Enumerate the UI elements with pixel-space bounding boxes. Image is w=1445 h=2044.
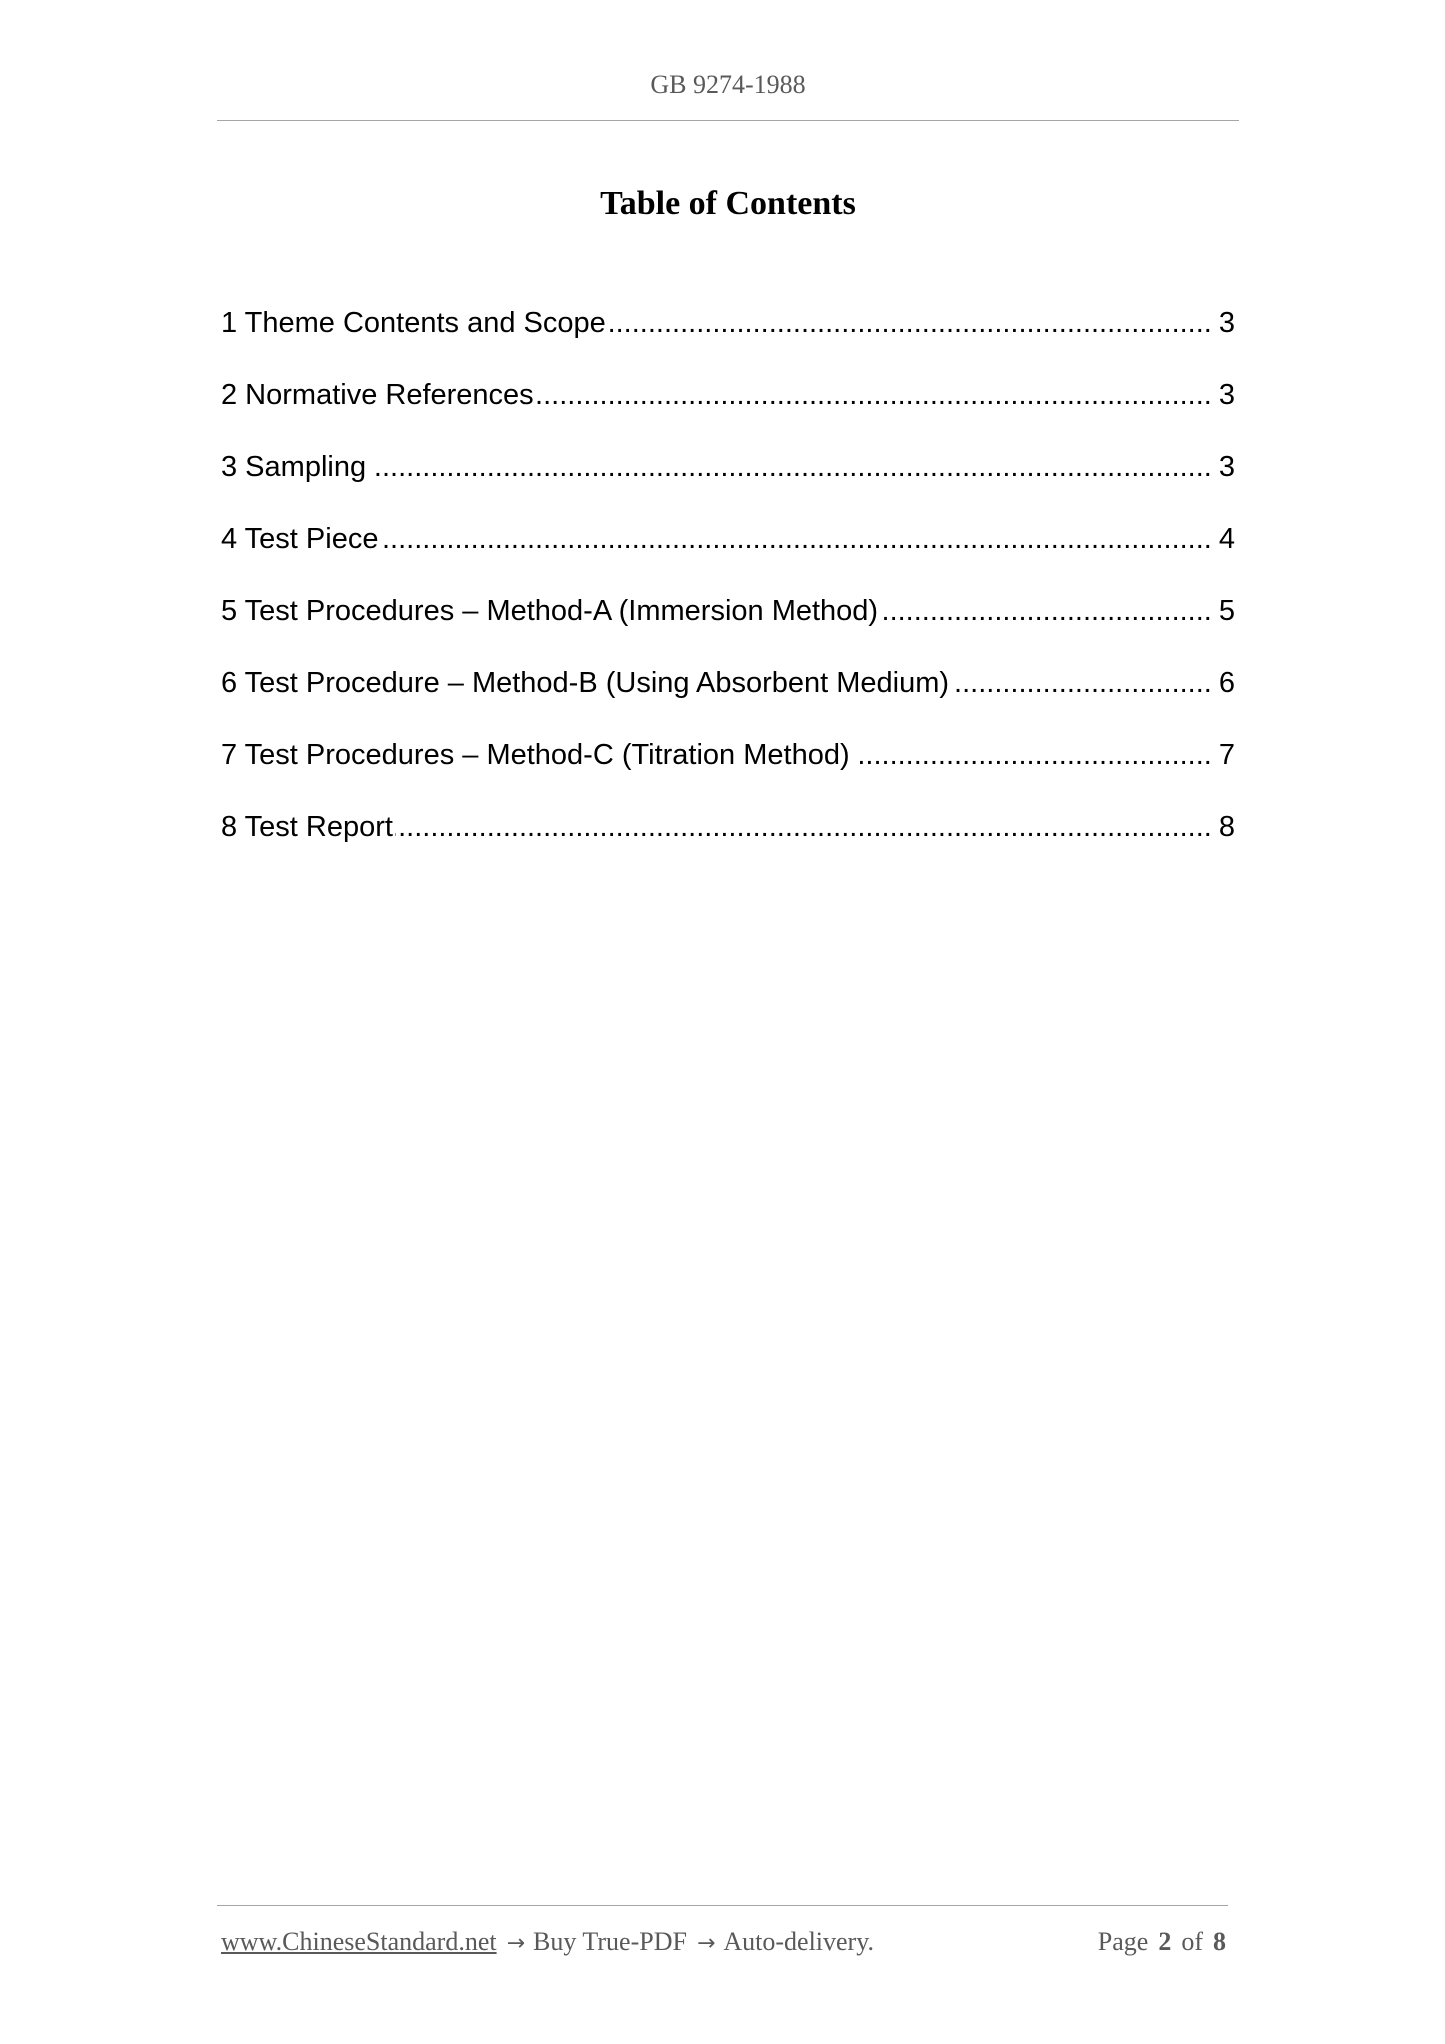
toc-entry-label: 1 Theme Contents and Scope bbox=[221, 307, 606, 339]
toc-entry-2[interactable] bbox=[221, 359, 1235, 431]
arrow-right-icon: → bbox=[696, 1931, 716, 1956]
toc-entry-page: 3 bbox=[1218, 307, 1235, 339]
auto-delivery-text: Auto-delivery. bbox=[723, 1927, 875, 1956]
dot-leader bbox=[380, 503, 1211, 575]
toc-entry-page: 3 bbox=[1218, 451, 1235, 483]
website-link[interactable]: www.ChineseStandard.net bbox=[221, 1927, 497, 1956]
toc-entry-page: 4 bbox=[1218, 523, 1235, 555]
footer-divider bbox=[217, 1905, 1228, 1906]
page-title: Table of Contents bbox=[600, 185, 856, 222]
toc-entry-page: 7 bbox=[1218, 739, 1235, 771]
buy-pdf-text: Buy True-PDF bbox=[533, 1927, 687, 1956]
toc-entry-page: 8 bbox=[1218, 811, 1235, 843]
dot-leader bbox=[880, 575, 1212, 647]
toc-entry-8[interactable] bbox=[221, 791, 1235, 863]
dot-leader bbox=[859, 719, 1212, 791]
dot-leader bbox=[955, 647, 1212, 719]
toc-entry-7[interactable] bbox=[221, 719, 1235, 791]
dot-leader bbox=[608, 287, 1212, 359]
table-of-contents bbox=[221, 287, 1235, 863]
page-footer bbox=[221, 1925, 1226, 1959]
toc-entry-3[interactable] bbox=[221, 431, 1235, 503]
dot-leader bbox=[536, 359, 1212, 431]
toc-entry-label: 7 Test Procedures – Method-C (Titration Method) bbox=[221, 739, 850, 771]
header-divider bbox=[217, 120, 1239, 121]
dot-leader bbox=[375, 431, 1212, 503]
toc-entry-4[interactable] bbox=[221, 503, 1235, 575]
dot-leader bbox=[395, 791, 1212, 863]
page-number bbox=[1098, 1925, 1226, 1959]
page-word: Page bbox=[1097, 1927, 1149, 1956]
toc-entry-page: 5 bbox=[1218, 595, 1235, 627]
toc-entry-1[interactable] bbox=[221, 287, 1235, 359]
toc-entry-label: 6 Test Procedure – Method-B (Using Absorbent Medium) bbox=[221, 667, 950, 699]
toc-entry-label: 4 Test Piece bbox=[221, 523, 379, 555]
toc-entry-label: 8 Test Report bbox=[221, 811, 393, 843]
toc-entry-label: 3 Sampling bbox=[221, 451, 367, 483]
toc-entry-page: 6 bbox=[1218, 667, 1235, 699]
footer-promo bbox=[221, 1925, 874, 1961]
toc-entry-label: 5 Test Procedures – Method-A (Immersion Method) bbox=[221, 595, 879, 627]
toc-entry-label: 2 Normative References bbox=[221, 379, 534, 411]
toc-entry-page: 3 bbox=[1218, 379, 1235, 411]
running-header: GB 9274-1988 bbox=[650, 70, 806, 99]
total-pages: 8 bbox=[1213, 1927, 1226, 1956]
arrow-right-icon: → bbox=[506, 1931, 526, 1956]
toc-entry-5[interactable] bbox=[221, 575, 1235, 647]
toc-entry-6[interactable] bbox=[221, 647, 1235, 719]
of-word: of bbox=[1181, 1927, 1203, 1956]
current-page: 2 bbox=[1158, 1927, 1172, 1956]
